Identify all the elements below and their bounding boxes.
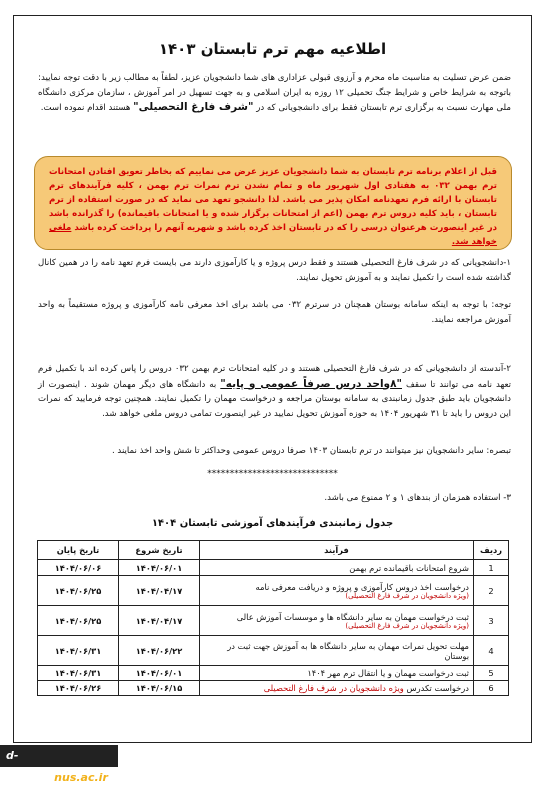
row-start-date: ۱۴۰۴/۰۴/۱۷	[119, 606, 200, 636]
row-end-date: ۱۴۰۴/۰۶/۲۵	[38, 576, 119, 606]
site-prefix: d-gorgan.	[6, 749, 55, 784]
row-end-date: ۱۴۰۴/۰۶/۳۱	[38, 666, 119, 681]
section2-highlight: "۸واحد درس صرفاً عمومی و پایه"	[220, 377, 402, 390]
row-process: ثبت درخواست مهمان به سایر دانشگاه ها و موسسات آموزش عالی	[236, 611, 469, 622]
row-end-date: ۱۴۰۴/۰۶/۳۱	[38, 636, 119, 666]
row-process-sub: (ویژه دانشجویان در شرف فارغ التحصیلی)	[345, 591, 469, 600]
notice-text: قبل از اعلام برنامه ترم تابستان به شما دانشجویان عزیز عرض می نماییم که بخاطر تعویق افتادن امتحانات ترم بهمن ۰۳۲ به هفتادی اول شهریور ماه و تمام نشدن ترم نمرات ترم بهمن ، کلیه فرآیندهای ترم تابستان با ارائه فرم تعهدنامه امکان پذیر می باشد. لذا دانشجو تعهد می نماید که در صورت استفاده از ترم تابستان ، باید کلیه دروس ترم بهمن (اعم از امتحانات برگزار شده و یا امتحانات باقیمانده) را گذرانده باشد در غیر اینصورت هرعنوان درسی را که در تابستان اخذ کرده باشد و شهریه آنهم را پرداخت کرده باشد	[49, 167, 498, 233]
section2-part2: به دانشگاه های دیگر مهمان شوند . اینصورت از دانشجویان باید طبق جدول زمانبندی به سامانه بوستان مراجعه و درخواست مهمان را تکمیل نمایند. همچنین توجه فرمایید که نمرات این دروس را باید تا ۳۱ شهریور ۱۴۰۴ به حوزه آموزش تحویل نمایید در غیر اینصورت تمامی دروس ملغی خواهد شد.	[38, 379, 511, 419]
header-start-date: تاریخ شروع	[119, 541, 200, 560]
table-row	[38, 666, 509, 681]
row-number: 2	[474, 576, 509, 606]
row-end-date: ۱۴۰۴/۰۶/۰۶	[38, 560, 119, 576]
table-row	[38, 576, 509, 606]
header-end-date: تاریخ پایان	[38, 541, 119, 560]
divider-stars: *****************************	[207, 469, 338, 479]
intro-line3: هستند اقدام نموده است.	[40, 103, 131, 113]
row-process: ثبت درخواست مهمان و یا انتقال ترم مهر ۱۴۰۴	[200, 666, 474, 681]
row-number: 6	[474, 681, 509, 696]
intro-line2: باتوجه به شرایط خاص و شرایط جنگ تحمیلی ۱۲ روزه به ایران اسلامی و به جهت تسهیل در امر آموزش ، سازمان مرکزی دانشگاه ملی مهارت نسبت به برگزاری ترم تابستان فقط برای دانشجویانی که در	[38, 87, 512, 113]
table-row	[38, 606, 509, 636]
section2-part1: ۲-آندسته از دانشجویانی که در شرف فارغ التحصیلی هستند و در کلیه امتحانات ترم بهمن ۰۳۲ دروس را پاس کرده اند با تکمیل فرم تعهد نامه می توانند تا سقف	[38, 364, 512, 390]
table-row	[38, 681, 509, 696]
row-start-date: ۱۴۰۴/۰۴/۱۷	[119, 576, 200, 606]
row-process: مهلت تحویل نمرات مهمان به سایر دانشگاه ها به آموزش جهت ثبت در بوستان	[200, 636, 474, 666]
table-row	[38, 560, 509, 576]
row-end-date: ۱۴۰۴/۰۶/۲۶	[38, 681, 119, 696]
row-number: 1	[474, 560, 509, 576]
table-row	[38, 636, 509, 666]
schedule-table	[37, 540, 509, 696]
row-start-date: ۱۴۰۴/۰۶/۲۲	[119, 636, 200, 666]
row-start-date: ۱۴۰۴/۰۶/۰۱	[119, 560, 200, 576]
row-start-date: ۱۴۰۴/۰۶/۱۵	[119, 681, 200, 696]
row-process-cell	[200, 606, 474, 636]
row-end-date: ۱۴۰۴/۰۶/۲۵	[38, 606, 119, 636]
row-process: درخواست اخذ دروس کارآموزی و پروژه و دریافت معرفی نامه	[255, 581, 469, 592]
row-process-sub: (ویژه دانشجویان در شرف فارغ التحصیلی)	[345, 621, 469, 630]
header-row-number: ردیف	[474, 541, 509, 560]
row-process: شروع امتحانات باقیمانده ترم بهمن	[200, 560, 474, 576]
row-process-cell	[200, 576, 474, 606]
notice-underlined: ملغی خواهد شد.	[49, 223, 497, 247]
section1-note: توجه: با توجه به اینکه سامانه بوستان همچنان در سرترم ۰۳۲ می باشد برای اخذ معرفی نامه کارآموزی و پروژه مستقیماً به واحد آموزش مراجعه نمایند.	[38, 300, 511, 325]
row-start-date: ۱۴۰۴/۰۶/۰۱	[119, 666, 200, 681]
intro-line1: ضمن عرض تسلیت به مناسبت ماه محرم و آرزوی قبولی عزاداری های شما دانشجویان عزیز، لطفاً به مطالب زیر با دقت توجه نمایید:	[38, 73, 511, 83]
row-number: 3	[474, 606, 509, 636]
row-process-red: ویژه دانشجویان در شرف فارغ التحصیلی	[263, 683, 404, 693]
section3-paragraph: ۳- استفاده همزمان از بندهای ۱ و ۲ ممنوع می باشد.	[324, 493, 511, 503]
site-watermark	[0, 745, 118, 784]
section2-paragraph	[38, 362, 511, 421]
row-number: 5	[474, 666, 509, 681]
section2-note: تبصره: سایر دانشجویان نیز میتوانند در ترم تابستان ۱۴۰۳ صرفا دروس عمومی وحداکثر تا شش واحد اخذ نمایند .	[111, 446, 511, 456]
document-page	[13, 15, 532, 743]
site-suffix: nus.ac.ir	[54, 771, 108, 784]
page-title: اطلاعیه مهم ترم تابستان ۱۴۰۳	[158, 40, 387, 58]
notice-box	[34, 156, 512, 250]
section1-paragraph: ۱-دانشجویانی که در شرف فارغ التحصیلی هستند و فقط درس پروژه و یا کارآموزی دارند می بایست فرم تعهد نامه را در همین کانال گذاشته شده است را تکمیل نمایند و به آموزش تحویل نمایند.	[38, 258, 511, 283]
row-number: 4	[474, 636, 509, 666]
row-process: درخواست تکدرس	[406, 683, 469, 693]
intro-paragraph	[38, 71, 511, 116]
intro-highlight: "شرف فارغ التحصیلی"	[133, 101, 254, 113]
row-process-cell	[200, 681, 474, 696]
schedule-title: جدول زمانبندی فرآیندهای آموزشی تابستان ۱۴۰۴	[151, 518, 394, 529]
header-process: فرآیند	[200, 541, 474, 560]
schedule-header-row	[38, 541, 509, 560]
